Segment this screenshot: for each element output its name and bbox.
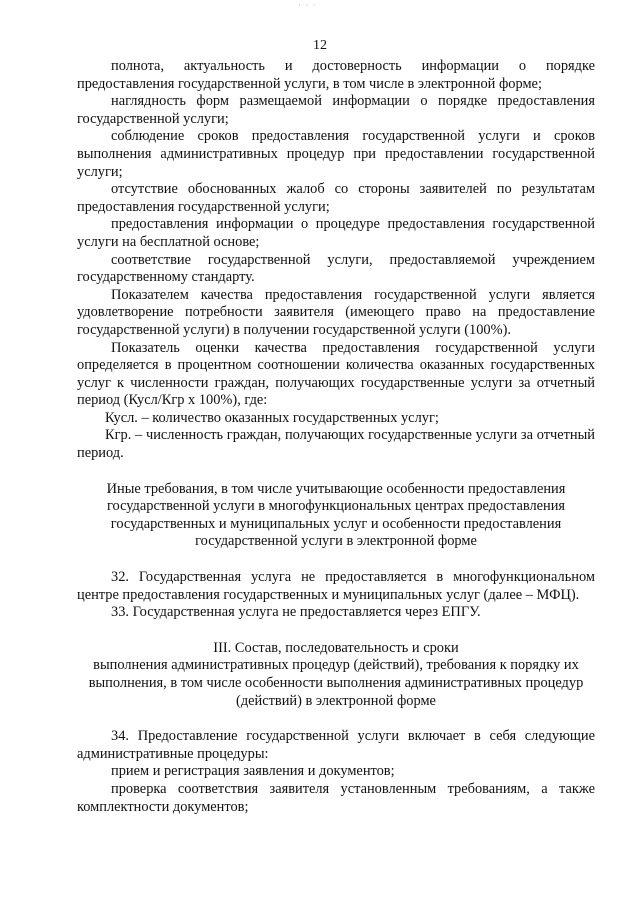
paragraph-32: 32. Государственная услуга не предоставляется в многофункциональном центре предоставления государственных и муниципальных услуг (далее – МФЦ).	[77, 569, 595, 603]
paragraph-k-gr: Кгр. – численность граждан, получающих государственные услуги за отчетный период.	[77, 427, 595, 462]
page-number: 12	[313, 38, 327, 53]
paragraph-33: 33. Государственная услуга не предоставляется через ЕПГУ.	[111, 604, 481, 621]
procedure-item-2: проверка соответствия заявителя установленным требованиям, а также комплектности документов;	[77, 780, 595, 815]
paragraph-completeness: полнота, актуальность и достоверность информации о порядке предоставления государственной услуги, в том числе в электронной форме;	[77, 58, 595, 92]
heading-other-requirements: Иные требования, в том числе учитывающие особенности предоставления государственной услуги в многофункциональных центрах предоставления государственных и муниципальных услуг и особенности предоставления государственной услуги в электронной форме	[106, 480, 566, 550]
paragraph-evaluation: Показатель оценки качества предоставления государственной услуги определяется в процентном соотношении количества оказанных государственных услуг к численности граждан, получающих государственные услуги за отчетный период (Кусл/Кгр х 100%), где:	[77, 339, 595, 409]
section-title-line1: III. Состав, последовательность и сроки	[213, 639, 459, 656]
paragraph-34: 34. Предоставление государственной услуги включает в себя следующие административные процедуры:	[77, 728, 595, 762]
section-title-rest: выполнения административных процедур (действий), требования к порядку их выполнения, в том числе особенности выполнения административных процедур (действий) в электронной форме	[88, 657, 584, 709]
paragraph-clarity: наглядность форм размещаемой информации о порядке предоставления государственной услуги;	[77, 93, 595, 127]
paragraph-k-usl: Кусл. – количество оказанных государственных услуг;	[105, 409, 439, 426]
scan-mark: · · ·	[298, 0, 317, 10]
paragraph-quality-indicator: Показателем качества предоставления государственной услуги является удовлетворение потребности заявителя (имеющего право на предоставление государственной услуги) в получении государственной услуги (100%).	[77, 286, 595, 338]
paragraph-free-info: предоставления информации о процедуре предоставления государственной услуги на бесплатной основе;	[77, 216, 595, 250]
document-body	[77, 58, 595, 816]
paragraph-deadlines: соблюдение сроков предоставления государственной услуги и сроков выполнения административных процедур при предоставлении государственной услуги;	[77, 128, 595, 180]
paragraph-complaints: отсутствие обоснованных жалоб со стороны заявителей по результатам предоставления государственной услуги;	[77, 181, 595, 215]
procedure-item-1: прием и регистрация заявления и документов;	[111, 763, 395, 780]
paragraph-standard: соответствие государственной услуги, предоставляемой учреждением государственному стандарту.	[77, 251, 595, 286]
